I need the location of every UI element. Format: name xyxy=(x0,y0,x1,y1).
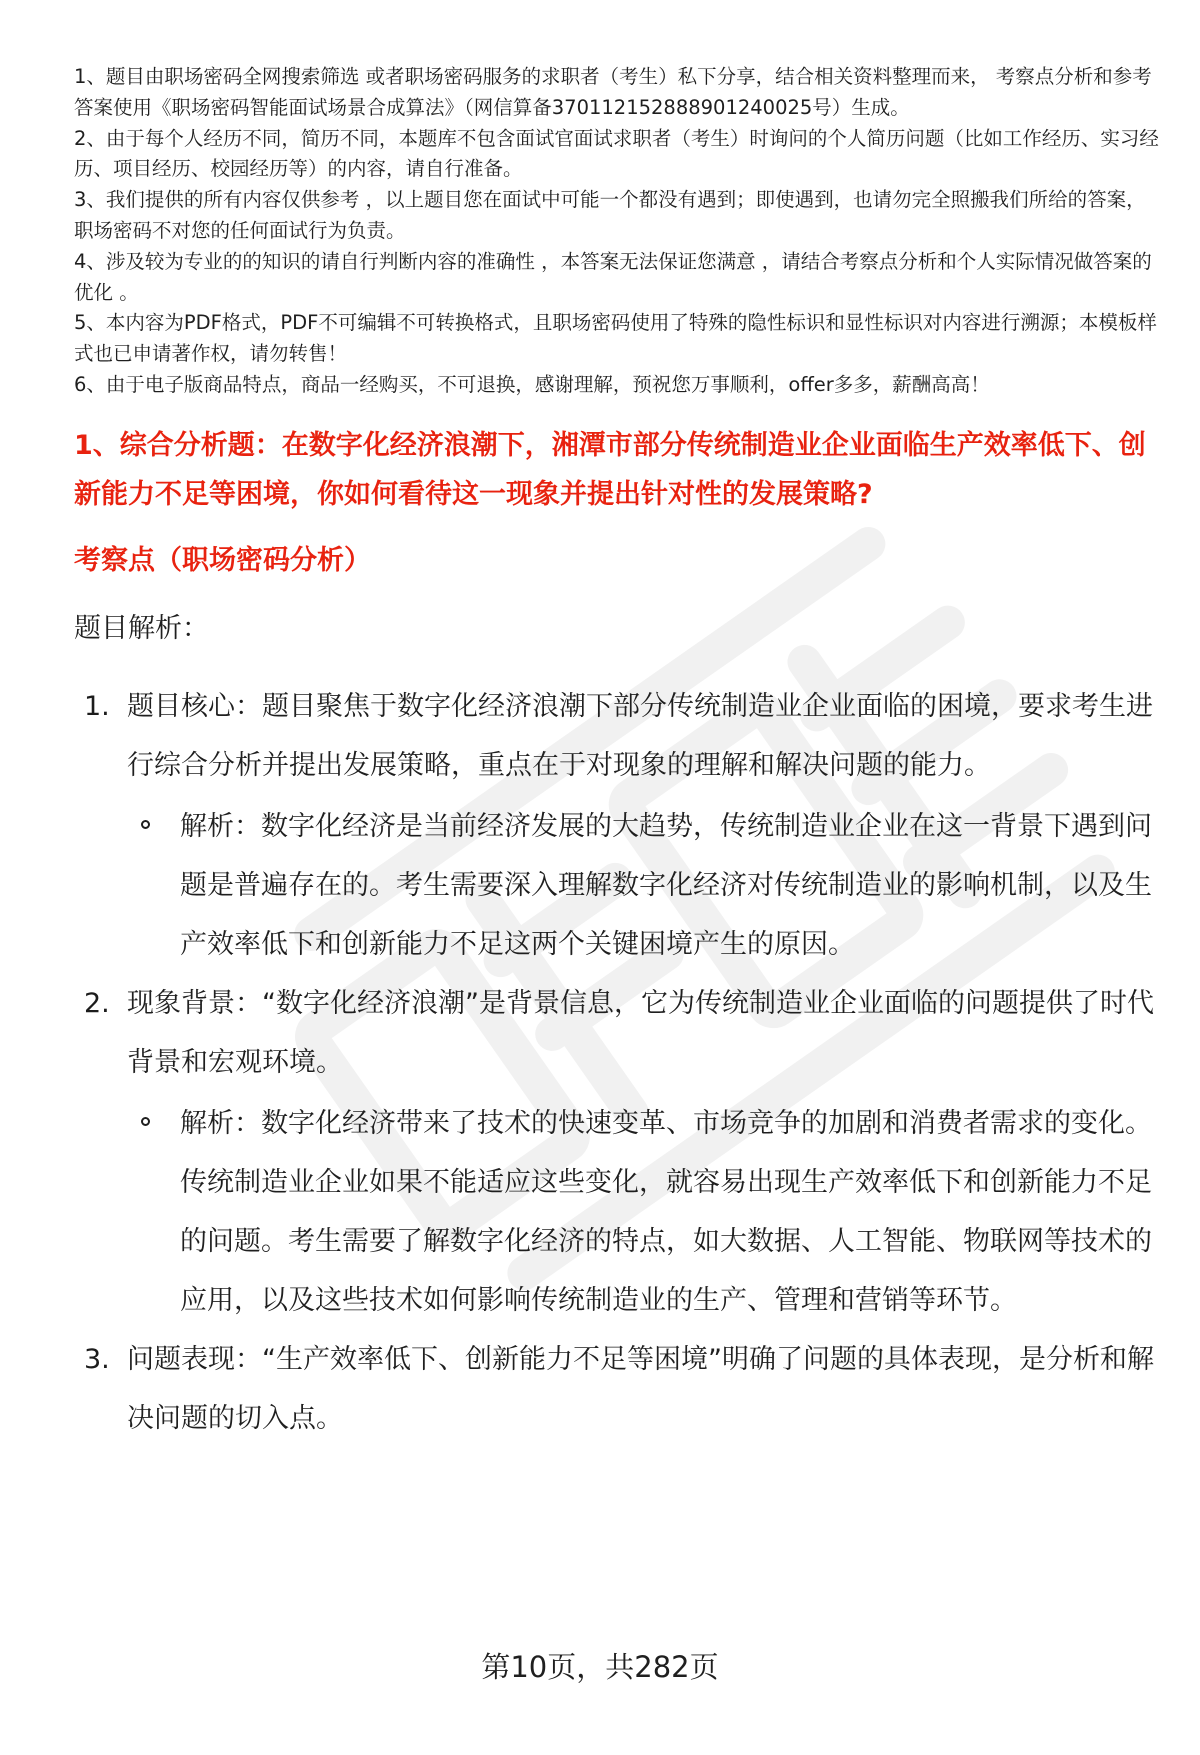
disclaimer-item-1: 1、题目由职场密码全网搜索筛选 或者职场密码服务的求职者（考生）私下分享，结合相关资料整理而来， 考察点分析和参考答案使用《职场密码智能面试场景合成算法》（网信算备370112152888901240025号）生成。 xyxy=(74,65,1152,119)
analysis-label: 题目解析： xyxy=(74,612,209,644)
disclaimer-section xyxy=(74,62,1160,401)
point-text: 题目核心：题目聚焦于数字化经济浪潮下部分传统制造业企业面临的困境，要求考生进行综合分析并提出发展策略，重点在于对现象的理解和解决问题的能力。 xyxy=(127,690,1153,781)
sub-text: 解析：数字化经济是当前经济发展的大趋势，传统制造业企业在这一背景下遇到问题是普遍存在的。考生需要深入理解数字化经济对传统制造业的影响机制，以及生产效率低下和创新能力不足这两个关键困境产生的原因。 xyxy=(180,810,1152,960)
disclaimer-item-6: 6、由于电子版商品特点，商品一经购买，不可退换，感谢理解，预祝您万事顺利，offer多多，薪酬高高！ xyxy=(74,372,990,396)
list-number: 2. xyxy=(84,987,110,1019)
sub-text: 解析：数字化经济带来了技术的快速变革、市场竞争的加剧和消费者需求的变化。传统制造业企业如果不能适应这些变化，就容易出现生产效率低下和创新能力不足的问题。考生需要了解数字化经济的特点，如大数据、人工智能、物联网等技术的应用，以及这些技术如何影响传统制造业的生产、管理和营销等环节。 xyxy=(180,1107,1152,1316)
question-title: 1、综合分析题：在数字化经济浪潮下，湘潭市部分传统制造业企业面临生产效率低下、创新能力不足等困境，你如何看待这一现象并提出针对性的发展策略? xyxy=(74,429,1146,510)
analysis-heading: 考察点（职场密码分析） xyxy=(74,544,371,576)
analysis-list xyxy=(74,677,1160,1448)
sub-item xyxy=(127,1094,1160,1330)
page-content xyxy=(74,62,1160,1448)
page-footer: 第10页，共282页 xyxy=(481,1650,719,1684)
sub-item xyxy=(127,797,1160,974)
point-text: 问题表现：“生产效率低下、创新能力不足等困境”明确了问题的具体表现，是分析和解决问题的切入点。 xyxy=(127,1343,1154,1434)
list-number: 1. xyxy=(84,690,110,722)
circle-bullet-icon xyxy=(141,820,150,829)
disclaimer-item-2: 2、由于每个人经历不同，简历不同，本题库不包含面试官面试求职者（考生）时询问的个人简历问题（比如工作经历、实习经历、项目经历、校园经历等）的内容，请自行准备。 xyxy=(74,126,1159,181)
list-item xyxy=(74,974,1160,1330)
disclaimer-item-3: 3、我们提供的所有内容仅供参考 ，以上题目您在面试中可能一个都没有遇到；即使遇到，也请勿完全照搬我们所给的答案，职场密码不对您的任何面试行为负责。 xyxy=(74,188,1146,242)
disclaimer-item-4: 4、涉及较为专业的的知识的请自行判断内容的准确性 ，本答案无法保证您满意 ，请结合考察点分析和个人实际情况做答案的优化 。 xyxy=(74,249,1152,304)
circle-bullet-icon xyxy=(141,1117,150,1126)
list-item xyxy=(74,677,1160,974)
disclaimer-item-5: 5、本内容为PDF格式，PDF不可编辑不可转换格式，且职场密码使用了特殊的隐性标识和显性标识对内容进行溯源；本模板样式也已申请著作权，请勿转售！ xyxy=(74,311,1157,366)
list-item xyxy=(74,1330,1160,1448)
list-number: 3. xyxy=(84,1343,110,1375)
point-text: 现象背景：“数字化经济浪潮”是背景信息，它为传统制造业企业面临的问题提供了时代背景和宏观环境。 xyxy=(127,987,1154,1078)
